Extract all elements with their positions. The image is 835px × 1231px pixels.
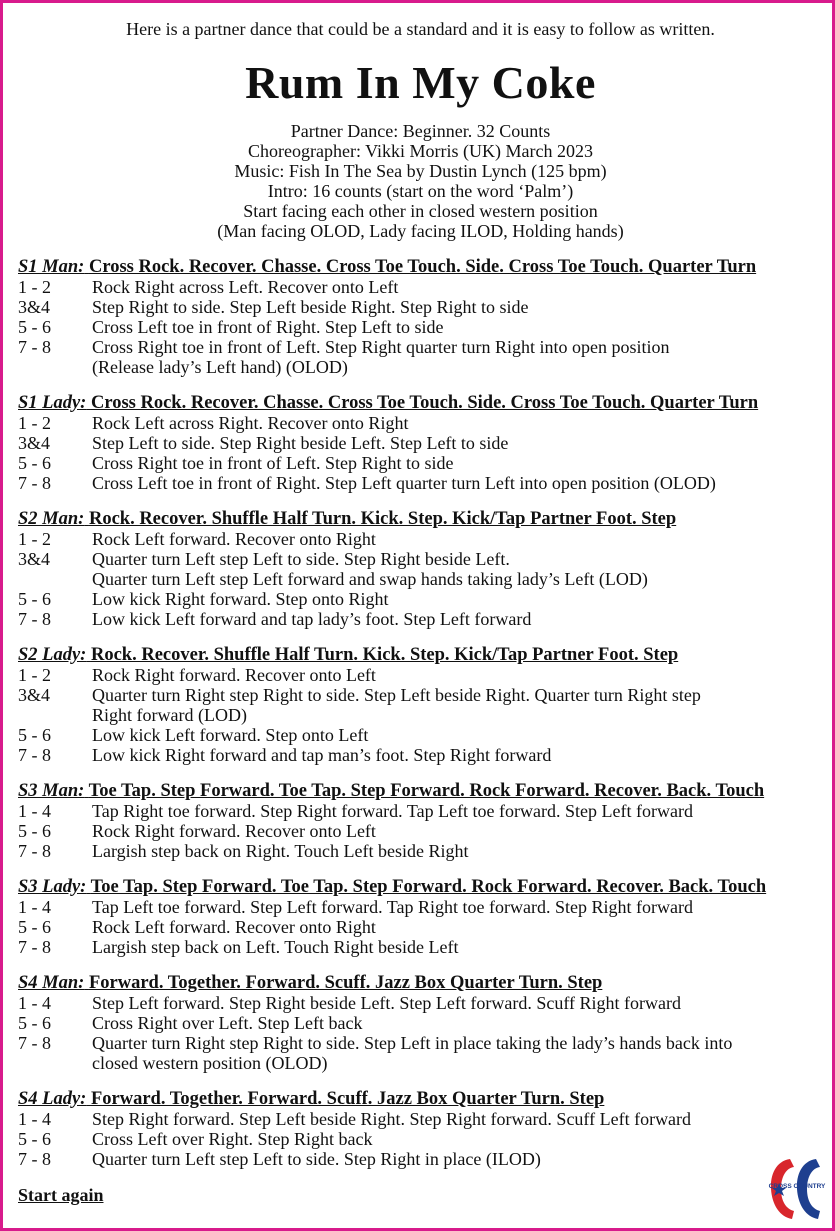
- section-title: Rock. Recover. Shuffle Half Turn. Kick. Step. Kick/Tap Partner Foot. Step: [90, 645, 679, 665]
- step-count: 3&4: [18, 685, 51, 705]
- step-row: [18, 821, 818, 841]
- step-line: Cross Left over Right. Step Right back: [92, 1129, 373, 1149]
- step-row: [18, 549, 818, 589]
- step-row: [18, 413, 818, 433]
- sections-list: [18, 257, 818, 1169]
- step-description: [92, 665, 818, 685]
- step-count: 1 - 4: [18, 993, 51, 1013]
- section-title: Rock. Recover. Shuffle Half Turn. Kick. Step. Kick/Tap Partner Foot. Step: [88, 509, 677, 529]
- step-count: 5 - 6: [18, 725, 51, 745]
- step-description: [92, 609, 818, 629]
- step-line: Quarter turn Right step Right to side. Step Left beside Right. Quarter turn Right step: [92, 685, 701, 705]
- step-row: [18, 609, 818, 629]
- step-description: [92, 841, 818, 861]
- step-description: [92, 317, 818, 337]
- step-count: 3&4: [18, 297, 51, 317]
- step-count: 7 - 8: [18, 1149, 51, 1169]
- step-line: Largish step back on Left. Touch Right beside Left: [92, 937, 459, 957]
- step-row: [18, 801, 818, 821]
- step-row: [18, 725, 818, 745]
- step-description: [92, 529, 818, 549]
- step-description: [92, 413, 818, 433]
- cross-country-logo-icon: [766, 1153, 828, 1225]
- step-description: [92, 801, 818, 821]
- section-heading: [18, 973, 818, 993]
- step-row: [18, 317, 818, 337]
- step-description: [92, 549, 818, 589]
- step-description: [92, 1033, 818, 1073]
- section-heading: [18, 257, 818, 277]
- step-row: [18, 917, 818, 937]
- step-line: Largish step back on Right. Touch Left beside Right: [92, 841, 469, 861]
- step-description: [92, 1013, 818, 1033]
- section-title: Forward. Together. Forward. Scuff. Jazz Box Quarter Turn. Step: [88, 973, 603, 993]
- step-count: 5 - 6: [18, 589, 51, 609]
- step-row: [18, 665, 818, 685]
- step-description: [92, 277, 818, 297]
- info-line: (Man facing OLOD, Lady facing ILOD, Holding hands): [217, 221, 624, 241]
- step-row: [18, 993, 818, 1013]
- step-count: 1 - 2: [18, 277, 51, 297]
- info-line: Intro: 16 counts (start on the word ‘Palm’): [267, 181, 574, 201]
- section-role: S2 Man:: [18, 509, 85, 529]
- step-row: [18, 1149, 818, 1169]
- step-description: [92, 725, 818, 745]
- step-line: Rock Right forward. Recover onto Left: [92, 665, 376, 685]
- step-line: Low kick Left forward and tap lady’s foot. Step Left forward: [92, 609, 532, 629]
- section-role: S4 Lady:: [18, 1089, 87, 1109]
- step-row: [18, 1033, 818, 1073]
- step-description: [92, 1149, 818, 1169]
- section: [18, 257, 818, 377]
- step-line: (Release lady’s Left hand) (OLOD): [92, 357, 348, 377]
- step-description: [92, 433, 818, 453]
- step-line: Rock Left forward. Recover onto Right: [92, 917, 376, 937]
- section: [18, 645, 818, 765]
- step-line: Step Right to side. Step Left beside Right. Step Right to side: [92, 297, 529, 317]
- step-count: 3&4: [18, 433, 51, 453]
- step-row: [18, 453, 818, 473]
- step-count: 1 - 4: [18, 897, 51, 917]
- step-line: Low kick Right forward and tap man’s foot. Step Right forward: [92, 745, 552, 765]
- section-heading: [18, 781, 818, 801]
- step-line: Low kick Right forward. Step onto Right: [92, 589, 389, 609]
- step-line: closed western position (OLOD): [92, 1053, 328, 1073]
- section: [18, 973, 818, 1073]
- step-line: Cross Right toe in front of Left. Step Right quarter turn Right into open position: [92, 337, 670, 357]
- step-row: [18, 297, 818, 317]
- step-description: [92, 821, 818, 841]
- step-count: 5 - 6: [18, 1013, 51, 1033]
- step-count: 7 - 8: [18, 841, 51, 861]
- step-count: 1 - 2: [18, 413, 51, 433]
- step-line: Rock Left forward. Recover onto Right: [92, 529, 376, 549]
- step-line: Quarter turn Right step Right to side. Step Left in place taking the lady’s hands back into: [92, 1033, 733, 1053]
- step-count: 3&4: [18, 549, 51, 569]
- step-row: [18, 337, 818, 377]
- step-description: [92, 937, 818, 957]
- step-count: 5 - 6: [18, 1129, 51, 1149]
- section-title: Cross Rock. Recover. Chasse. Cross Toe Touch. Side. Cross Toe Touch. Quarter Turn: [88, 257, 757, 277]
- section-role: S2 Lady:: [18, 645, 87, 665]
- step-row: [18, 841, 818, 861]
- info-line: Choreographer: Vikki Morris (UK) March 2023: [247, 141, 593, 161]
- step-row: [18, 685, 818, 725]
- step-description: [92, 917, 818, 937]
- dance-title: Rum In My Coke: [245, 57, 596, 108]
- step-description: [92, 897, 818, 917]
- step-line: Right forward (LOD): [92, 705, 247, 725]
- section-heading: [18, 645, 818, 665]
- section-role: S1 Lady:: [18, 393, 87, 413]
- step-description: [92, 1109, 818, 1129]
- step-row: [18, 589, 818, 609]
- section-role: S1 Man:: [18, 257, 85, 277]
- step-row: [18, 1013, 818, 1033]
- step-count: 1 - 2: [18, 529, 51, 549]
- section-title: Toe Tap. Step Forward. Toe Tap. Step Forward. Rock Forward. Recover. Back. Touch: [88, 781, 765, 801]
- step-description: [92, 337, 818, 377]
- section-heading: [18, 393, 818, 413]
- step-row: [18, 277, 818, 297]
- step-line: Quarter turn Left step Left forward and swap hands taking lady’s Left (LOD): [92, 569, 648, 589]
- section-heading: [18, 877, 818, 897]
- step-count: 7 - 8: [18, 337, 51, 357]
- section: [18, 509, 818, 629]
- step-count: 5 - 6: [18, 821, 51, 841]
- step-description: [92, 297, 818, 317]
- step-count: 5 - 6: [18, 453, 51, 473]
- section-heading: [18, 1089, 818, 1109]
- step-line: Low kick Left forward. Step onto Left: [92, 725, 369, 745]
- step-line: Cross Left toe in front of Right. Step Left quarter turn Left into open position (OLOD): [92, 473, 716, 493]
- step-count: 7 - 8: [18, 473, 51, 493]
- step-line: Rock Left across Right. Recover onto Right: [92, 413, 409, 433]
- section-title: Forward. Together. Forward. Scuff. Jazz Box Quarter Turn. Step: [90, 1089, 605, 1109]
- step-row: [18, 937, 818, 957]
- step-description: [92, 1129, 818, 1149]
- step-row: [18, 433, 818, 453]
- step-line: Step Left forward. Step Right beside Left. Step Left forward. Scuff Right forward: [92, 993, 682, 1013]
- step-line: Cross Right toe in front of Left. Step Right to side: [92, 453, 454, 473]
- section-role: S4 Man:: [18, 973, 85, 993]
- step-description: [92, 745, 818, 765]
- step-line: Tap Right toe forward. Step Right forward. Tap Left toe forward. Step Left forward: [92, 801, 693, 821]
- step-count: 1 - 4: [18, 1109, 51, 1129]
- step-line: Tap Left toe forward. Step Left forward. Tap Right toe forward. Step Right forward: [92, 897, 693, 917]
- info-line: Start facing each other in closed western position: [243, 201, 598, 221]
- step-row: [18, 529, 818, 549]
- info-line: Music: Fish In The Sea by Dustin Lynch (125 bpm): [234, 161, 607, 181]
- section-role: S3 Man:: [18, 781, 85, 801]
- section: [18, 393, 818, 493]
- start-again-link[interactable]: Start again: [18, 1185, 104, 1205]
- step-description: [92, 453, 818, 473]
- step-count: 1 - 2: [18, 665, 51, 685]
- step-row: [18, 1129, 818, 1149]
- section: [18, 877, 818, 957]
- step-description: [92, 685, 818, 725]
- step-description: [92, 473, 818, 493]
- step-line: Step Right forward. Step Left beside Right. Step Right forward. Scuff Left forward: [92, 1109, 692, 1129]
- logo-text: CROSS COUNTRY: [768, 1183, 826, 1190]
- dance-info: [3, 121, 835, 241]
- step-description: [92, 993, 818, 1013]
- step-line: Quarter turn Left step Left to side. Step Right beside Left.: [92, 549, 510, 569]
- step-line: Rock Right forward. Recover onto Left: [92, 821, 376, 841]
- info-line: Partner Dance: Beginner. 32 Counts: [290, 121, 551, 141]
- step-count: 7 - 8: [18, 937, 51, 957]
- step-line: Step Left to side. Step Right beside Left. Step Left to side: [92, 433, 509, 453]
- step-row: [18, 745, 818, 765]
- step-count: 1 - 4: [18, 801, 51, 821]
- step-count: 7 - 8: [18, 609, 51, 629]
- section-title: Toe Tap. Step Forward. Toe Tap. Step Forward. Rock Forward. Recover. Back. Touch: [90, 877, 767, 897]
- step-line: Cross Left toe in front of Right. Step Left to side: [92, 317, 444, 337]
- step-row: [18, 473, 818, 493]
- step-count: 7 - 8: [18, 745, 51, 765]
- section: [18, 1089, 818, 1169]
- section-heading: [18, 509, 818, 529]
- step-count: 5 - 6: [18, 317, 51, 337]
- step-row: [18, 897, 818, 917]
- step-description: [92, 589, 818, 609]
- step-line: Cross Right over Left. Step Left back: [92, 1013, 363, 1033]
- step-count: 7 - 8: [18, 1033, 51, 1053]
- intro-text: Here is a partner dance that could be a standard and it is easy to follow as written.: [126, 19, 715, 39]
- section: [18, 781, 818, 861]
- section-role: S3 Lady:: [18, 877, 87, 897]
- step-line: Quarter turn Left step Left to side. Step Right in place (ILOD): [92, 1149, 541, 1169]
- step-line: Rock Right across Left. Recover onto Left: [92, 277, 399, 297]
- step-count: 5 - 6: [18, 917, 51, 937]
- step-sheet: [18, 257, 818, 1205]
- step-row: [18, 1109, 818, 1129]
- section-title: Cross Rock. Recover. Chasse. Cross Toe Touch. Side. Cross Toe Touch. Quarter Turn: [90, 393, 759, 413]
